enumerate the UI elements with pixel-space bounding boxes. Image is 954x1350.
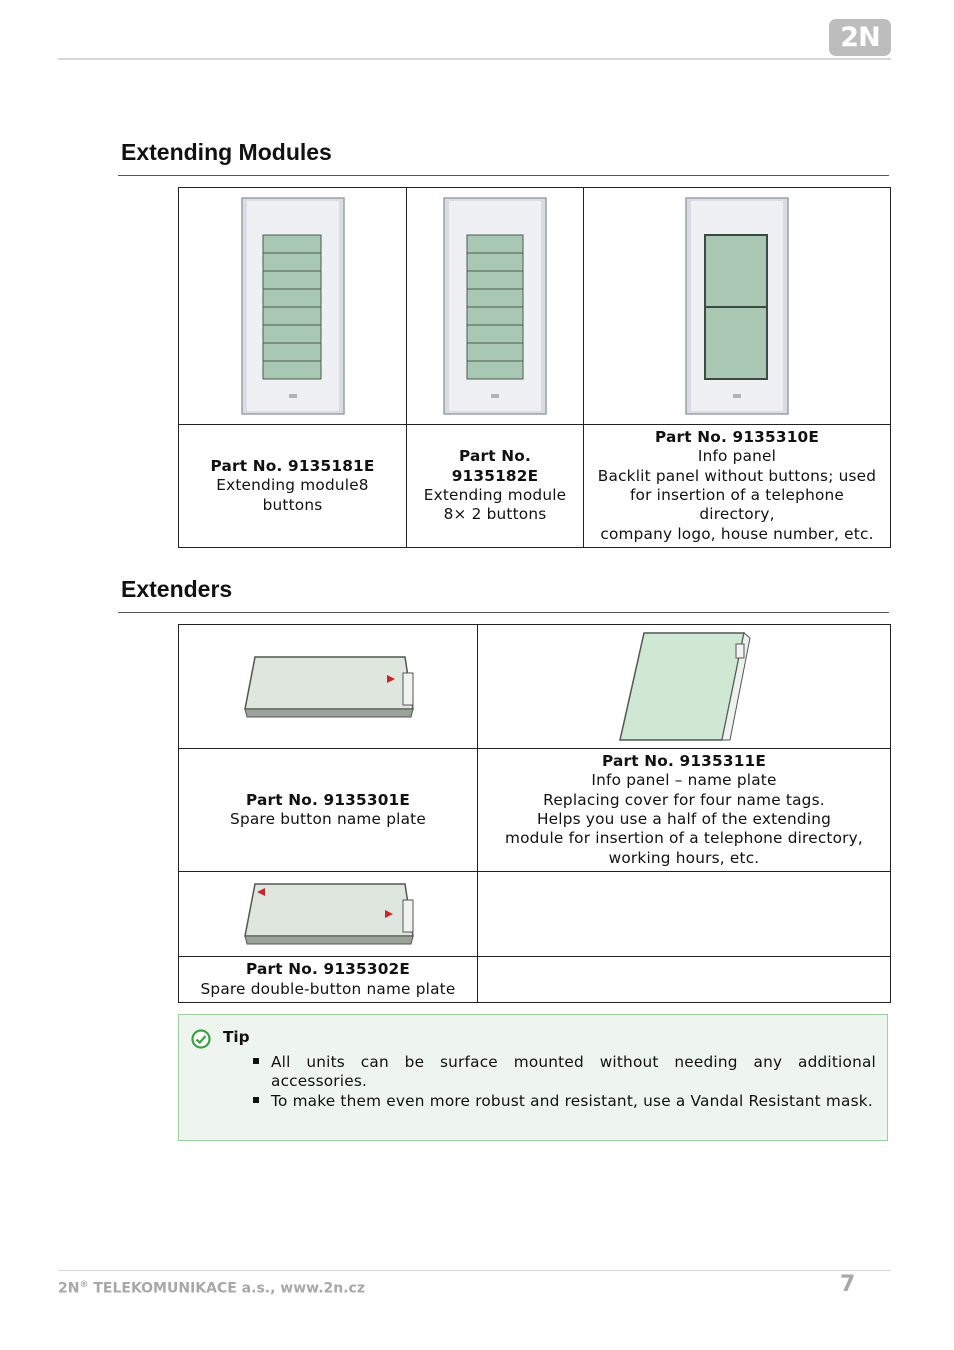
bullet-icon: [253, 1058, 259, 1064]
part-description: Spare button name plate: [230, 810, 426, 828]
tip-item: [253, 1092, 876, 1111]
part-cell: [179, 425, 407, 548]
section-title-extending-modules: Extending Modules: [121, 139, 332, 165]
footer-company: [58, 1280, 365, 1297]
tip-item-text: All units can be surface mounted without needing any additional accessories.: [271, 1053, 876, 1091]
info-panel-name-plate-image: [614, 630, 754, 744]
part-description: Extending module8: [216, 476, 369, 495]
modules-table: [178, 187, 891, 548]
part-description: Info panel – name plate: [591, 771, 777, 790]
part-description: Replacing cover for four name tags.: [543, 790, 825, 809]
registered-mark: ®: [79, 1280, 89, 1290]
module-image-cell: [584, 188, 891, 425]
module-8-buttons-image: [241, 197, 345, 415]
bullet-icon: [253, 1097, 259, 1103]
part-number: Part No. 9135310E: [654, 427, 820, 446]
footer-rule: [58, 1270, 891, 1271]
part-cell: [584, 425, 891, 548]
extender-image-cell: [478, 625, 891, 749]
empty-cell: [478, 872, 891, 957]
spare-double-button-plate-image: [235, 874, 421, 954]
part-number: 9135182E: [451, 466, 539, 485]
part-description: Info panel: [697, 447, 777, 466]
section-rule: [118, 612, 889, 613]
extender-image-cell: [179, 872, 478, 957]
part-description: for insertion of a telephone: [629, 486, 845, 504]
module-16-buttons-image: [443, 197, 547, 415]
tip-item: [253, 1053, 876, 1092]
part-cell: [478, 749, 891, 872]
tip-list: [253, 1053, 876, 1111]
part-cell: [179, 749, 478, 872]
section-rule: [118, 175, 889, 176]
part-number: Part No. 9135181E: [210, 456, 375, 475]
part-description: company logo, house number, etc.: [600, 524, 874, 543]
extenders-table: [178, 624, 891, 1003]
footer-company-name: TELEKOMUNIKACE a.s., www.2n.cz: [88, 1280, 365, 1297]
extender-image-cell: [179, 625, 478, 749]
part-description: Spare double-button name plate: [200, 979, 456, 998]
tip-item-text: To make them even more robust and resistant, use a Vandal Resistant mask.: [271, 1091, 873, 1110]
part-number: Part No. 9135302E: [245, 960, 411, 979]
info-panel-image: [685, 197, 789, 415]
part-description: directory,: [699, 505, 775, 524]
part-description: buttons: [262, 495, 323, 514]
tip-title: Tip: [223, 1028, 250, 1046]
module-image-cell: [179, 188, 407, 425]
empty-cell: [478, 957, 891, 1003]
part-description: module for insertion of a telephone directory,: [504, 829, 863, 848]
part-description: working hours, etc.: [608, 848, 760, 867]
page-number: 7: [840, 1272, 856, 1297]
part-description: Extending module: [423, 486, 567, 504]
part-number: Part No. 9135311E: [601, 751, 767, 770]
header-rule: [58, 58, 891, 60]
part-cell: [407, 425, 584, 548]
part-description: Helps you use a half of the extending: [536, 810, 832, 828]
footer-brand: 2N: [58, 1280, 80, 1297]
module-image-cell: [407, 188, 584, 425]
check-circle-icon: [191, 1029, 211, 1049]
part-number: Part No.: [458, 447, 532, 466]
section-title-extenders: Extenders: [121, 576, 233, 602]
part-description: 8× 2 buttons: [443, 505, 547, 524]
brand-logo: 2N: [829, 19, 891, 56]
tip-box: [178, 1014, 888, 1141]
part-number: Part No. 9135301E: [245, 790, 411, 809]
part-description: Backlit panel without buttons; used: [597, 466, 877, 485]
spare-button-plate-image: [235, 647, 421, 727]
part-cell: [179, 957, 478, 1003]
